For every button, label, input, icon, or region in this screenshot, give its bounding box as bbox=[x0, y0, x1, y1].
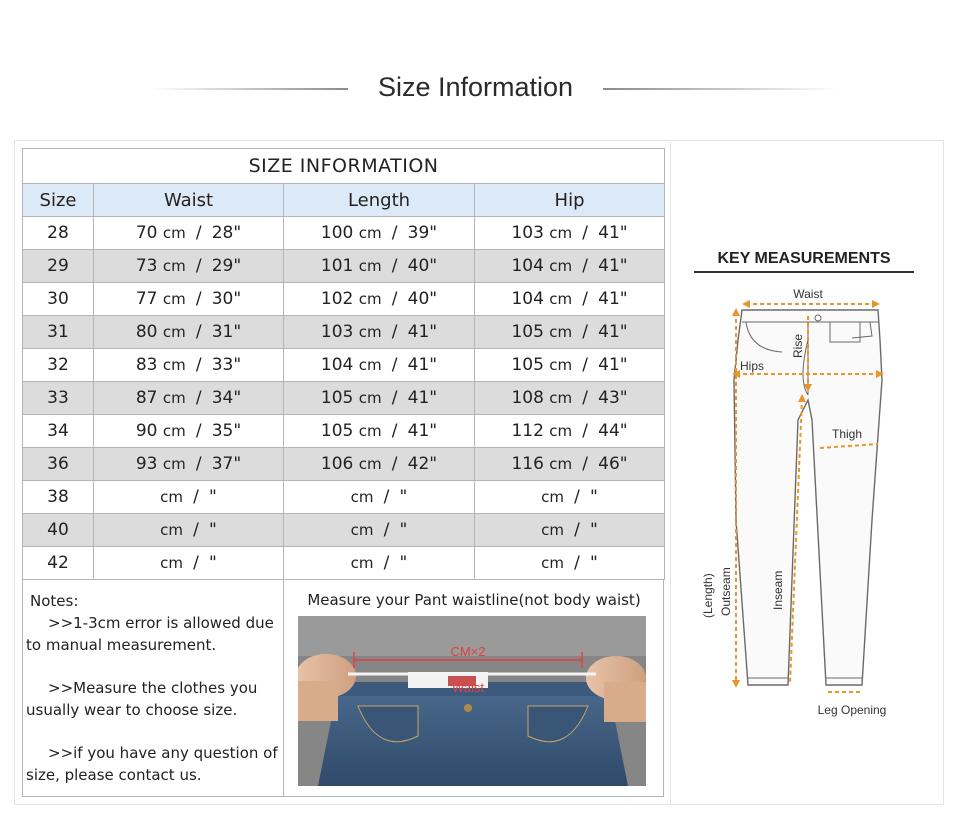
waist-measure-photo bbox=[298, 616, 646, 786]
table-row bbox=[23, 283, 665, 316]
waist-cell: 77 cm / 30" bbox=[94, 283, 284, 316]
hip-cell: 116 cm / 46" bbox=[475, 448, 665, 481]
hip-cell: 103 cm / 41" bbox=[475, 217, 665, 250]
table-row bbox=[23, 448, 665, 481]
leg-opening-label: Leg Opening bbox=[817, 703, 887, 717]
size-cell: 32 bbox=[23, 349, 94, 382]
length-cell: cm / " bbox=[284, 481, 475, 514]
note-3-line-2: size, please contact us. bbox=[26, 766, 202, 784]
hip-cell: cm / " bbox=[475, 481, 665, 514]
cm-x2-label: CM×2 bbox=[450, 644, 486, 659]
panel-divider bbox=[670, 142, 671, 804]
length-cell: 104 cm / 41" bbox=[284, 349, 475, 382]
column-header-waist: Waist bbox=[94, 184, 284, 217]
table-row bbox=[23, 217, 665, 250]
hips-label: Hips bbox=[740, 359, 765, 373]
column-header-size: Size bbox=[23, 184, 94, 217]
note-2-line-1: >>Measure the clothes you bbox=[48, 679, 258, 697]
notes-text bbox=[26, 590, 281, 786]
size-cell: 34 bbox=[23, 415, 94, 448]
length-cell: 105 cm / 41" bbox=[284, 382, 475, 415]
table-header-row bbox=[23, 184, 665, 217]
length-cell: 100 cm / 39" bbox=[284, 217, 475, 250]
size-cell: 28 bbox=[23, 217, 94, 250]
length-cell: cm / " bbox=[284, 547, 475, 580]
outseam-label: Outseam bbox=[719, 567, 733, 616]
length-cell: 101 cm / 40" bbox=[284, 250, 475, 283]
waist-cell: 87 cm / 34" bbox=[94, 382, 284, 415]
size-cell: 38 bbox=[23, 481, 94, 514]
rise-label: Rise bbox=[791, 333, 805, 358]
hip-cell: 105 cm / 41" bbox=[475, 349, 665, 382]
waist-cell: 80 cm / 31" bbox=[94, 316, 284, 349]
length-cell: cm / " bbox=[284, 514, 475, 547]
column-header-length: Length bbox=[284, 184, 475, 217]
header-rule-right bbox=[603, 88, 839, 90]
notes-heading: Notes: bbox=[30, 592, 79, 610]
length-cell: 103 cm / 41" bbox=[284, 316, 475, 349]
hip-cell: 104 cm / 41" bbox=[475, 250, 665, 283]
table-row bbox=[23, 415, 665, 448]
length-label: (Length) bbox=[701, 573, 715, 618]
size-cell: 42 bbox=[23, 547, 94, 580]
waist-cell: 83 cm / 33" bbox=[94, 349, 284, 382]
size-cell: 33 bbox=[23, 382, 94, 415]
table-row bbox=[23, 349, 665, 382]
note-2-line-2: usually wear to choose size. bbox=[26, 701, 238, 719]
waist-cell: 93 cm / 37" bbox=[94, 448, 284, 481]
inseam-label: Inseam bbox=[771, 570, 785, 610]
size-cell: 40 bbox=[23, 514, 94, 547]
length-cell: 102 cm / 40" bbox=[284, 283, 475, 316]
size-cell: 29 bbox=[23, 250, 94, 283]
length-cell: 106 cm / 42" bbox=[284, 448, 475, 481]
table-row bbox=[23, 547, 665, 580]
pants-diagram bbox=[690, 280, 930, 720]
size-cell: 31 bbox=[23, 316, 94, 349]
hip-cell: 105 cm / 41" bbox=[475, 316, 665, 349]
table-row bbox=[23, 481, 665, 514]
waist-cell: 70 cm / 28" bbox=[94, 217, 284, 250]
waist-photo-label: Waist bbox=[451, 680, 485, 695]
size-cell: 36 bbox=[23, 448, 94, 481]
table-row bbox=[23, 316, 665, 349]
hip-cell: 108 cm / 43" bbox=[475, 382, 665, 415]
table-title: SIZE INFORMATION bbox=[23, 149, 665, 184]
key-measurements-title: KEY MEASUREMENTS bbox=[717, 250, 891, 267]
waist-label: Waist bbox=[793, 287, 823, 301]
waist-cell: cm / " bbox=[94, 547, 284, 580]
waist-cell: 73 cm / 29" bbox=[94, 250, 284, 283]
table-row bbox=[23, 382, 665, 415]
notes-divider bbox=[283, 580, 284, 797]
page-title: Size Information bbox=[377, 72, 574, 102]
hip-cell: cm / " bbox=[475, 514, 665, 547]
hip-cell: cm / " bbox=[475, 547, 665, 580]
note-3-line-1: >>if you have any question of bbox=[48, 744, 278, 762]
thigh-label: Thigh bbox=[832, 427, 863, 441]
waist-cell: 90 cm / 35" bbox=[94, 415, 284, 448]
key-measurements-rule bbox=[694, 271, 914, 273]
column-header-hip: Hip bbox=[475, 184, 665, 217]
table-row bbox=[23, 514, 665, 547]
waist-cell: cm / " bbox=[94, 481, 284, 514]
note-1-line-2: to manual measurement. bbox=[26, 636, 217, 654]
waist-cell: cm / " bbox=[94, 514, 284, 547]
note-1-line-1: >>1-3cm error is allowed due bbox=[48, 614, 274, 632]
hip-cell: 104 cm / 41" bbox=[475, 283, 665, 316]
measure-caption: Measure your Pant waistline(not body waist) bbox=[307, 591, 641, 609]
size-cell: 30 bbox=[23, 283, 94, 316]
size-table bbox=[22, 148, 665, 580]
hip-cell: 112 cm / 44" bbox=[475, 415, 665, 448]
header-rule-left bbox=[152, 88, 348, 90]
table-row bbox=[23, 250, 665, 283]
length-cell: 105 cm / 41" bbox=[284, 415, 475, 448]
